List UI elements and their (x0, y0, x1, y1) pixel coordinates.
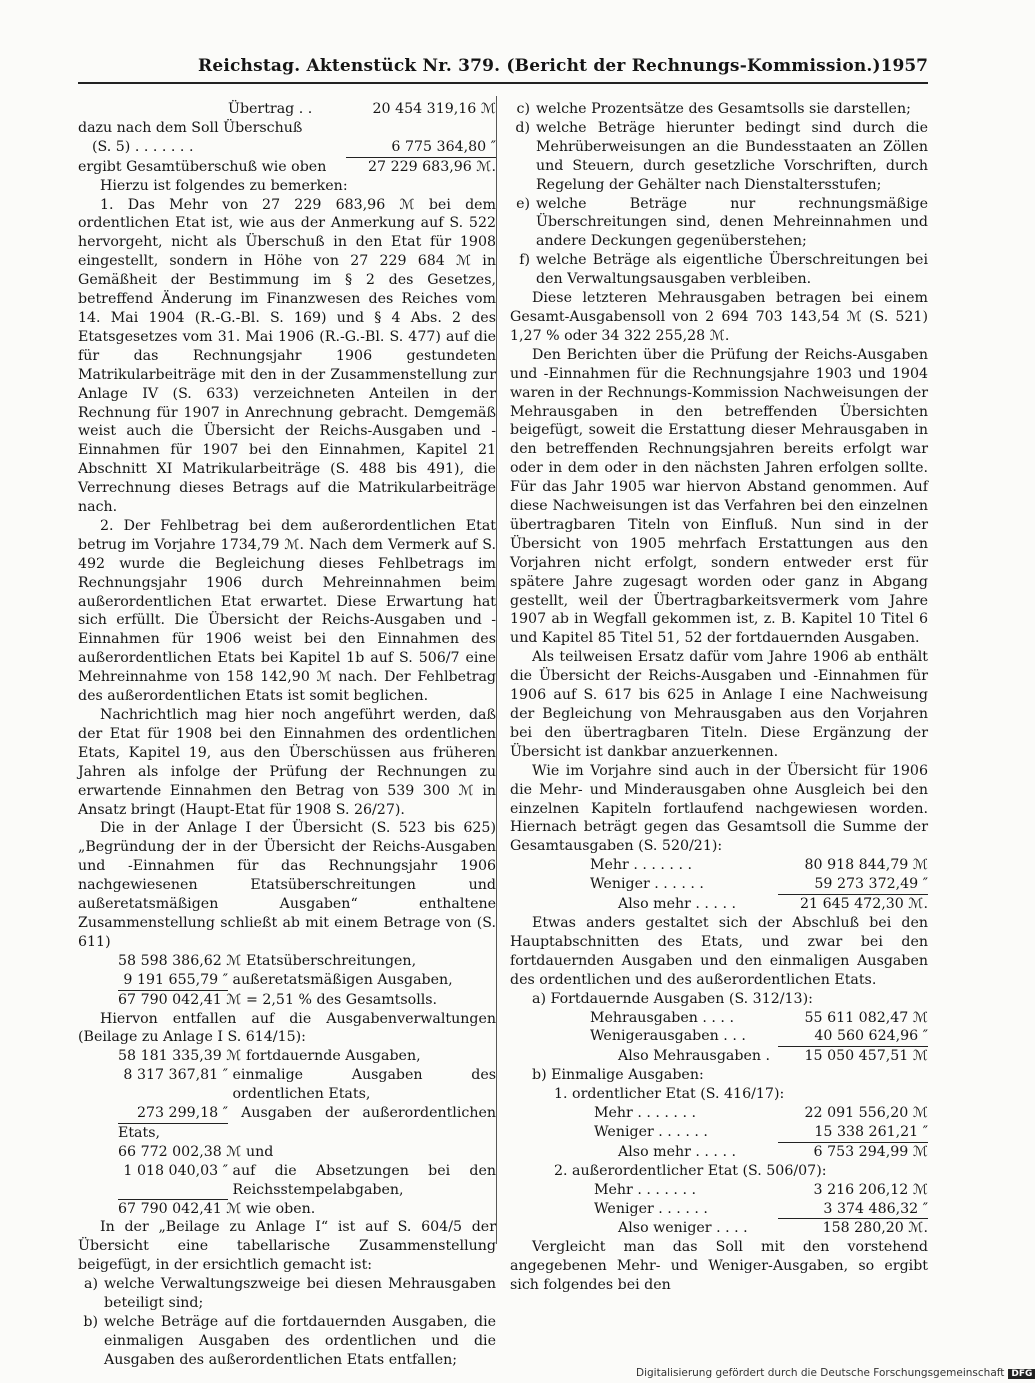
uebertrag-amount: 20 454 319,16 ℳ (372, 101, 496, 117)
dazu-label: dazu nach dem Soll Überschuß (78, 119, 303, 136)
paragraph-beilage: In der „Beilage zu Anlage I“ ist auf S. 604/5 der Übersicht eine tabellarische Zusammenstellung beigefügt, in der ersichtlich gemacht ist: (78, 1219, 496, 1274)
paragraph-letzteren: Diese letzteren Mehrausgaben betragen bei einem Gesamt-Ausgabensoll von 2 694 703 143,54 ℳ (S. 521) 1,27 % oder 34 322 255,28 ℳ. (510, 290, 928, 344)
sum-total-row: 67 790 042,41 ℳ wie oben. (118, 1200, 316, 1217)
list-item: c) welche Prozentsätze des Gesamtsolls sie darstellen; (516, 101, 911, 117)
ergibt-amount: 27 229 683,96 ℳ. (368, 158, 496, 175)
left-column (78, 100, 496, 1370)
paragraph-anlage-i: Die in der Anlage I der Übersicht (S. 523 bis 625) „Begründung der in der Übersicht der Reichs-Ausgaben und -Einnahmen für das Rechnungsjahr 1906 nachgewiesenen Etatsüberschreitungen und außeretatsmäßigen Ausgaben“ enthaltene Zusammenstellung schließt ab mit einem Betrage von (S. 611) (78, 820, 496, 950)
page-number: 1957 (880, 56, 928, 76)
uebertrag-row: Übertrag . . 20 454 319,16 ℳ (228, 101, 496, 117)
sum-table-2 (78, 1047, 496, 1218)
totals-row: Mehr . . . . . . . 80 918 844,79 ℳ (590, 857, 928, 874)
paragraph-1: 1. Das Mehr von 27 229 683,96 ℳ bei dem ordentlichen Etat ist, wie aus der Anmerkung auf S. 522 hervorgeht, nicht als Überschuß in den Etat für 1908 eingestellt, sondern in Höhe von 27 229 684 ℳ in Gemäßheit der Bestimmung im § 2 des Gesetzes, betreffend Änderung im Finanzwesen des Reiches vom 14. Mai 1904 (R.-G.-Bl. S. 169) und § 4 Abs. 2 des Etatsgesetzes vom 31. Mai 1906 (R.-G.-Bl. S. 477) auf die für das Rechnungsjahr 1906 gestundeten Matrikularbeiträge mit den in der Zusammenstellung zur Anlage IV (S. 633) verzeichneten Anteilen in der Rechnung für 1907 in Anrechnung gebracht. Demgemäß weist auch die Übersicht der Reichs-Ausgaben und -Einnahmen für 1907 bei den Einnahmen, Kapitel 21 Abschnitt XI Matrikularbeiträge (S. 488 bis 491), die Verrechnung dieses Betrags auf die Matrikularbeiträge nach. (78, 196, 496, 516)
sum-row: 58 181 335,39 ℳ fortdauernde Ausgaben, (118, 1048, 421, 1065)
list-item: b) welche Beträge auf die fortdauernden Ausgaben, die einmaligen Ausgaben des ordentlichen und die Ausgaben des außerordentlichen Etats entfallen; (83, 1314, 496, 1368)
sum-row: 8 317 367,81 ″ einmalige Ausgaben des ordentlichen Etats, (123, 1067, 496, 1103)
column-divider (496, 96, 497, 1244)
section-a-row: Wenigerausgaben . . . 40 560 624,96 ″ (590, 1027, 928, 1047)
totals-row: Weniger . . . . . . 59 273 372,49 ″ (590, 875, 928, 895)
section-b2-row: Mehr . . . . . . . 3 216 206,12 ℳ (594, 1181, 928, 1198)
paragraph-hierzu: Hierzu ist folgendes zu bemerken: (100, 177, 348, 194)
section-b2-title: 2. außerordentlicher Etat (S. 506/07): (554, 1162, 827, 1179)
sum-row: 273 299,18 ″ Ausgaben der außerordentlichen Etats, (118, 1105, 496, 1141)
sum-row: 1 018 040,03 ″ auf die Absetzungen bei den Reichsstempelabgaben, (78, 1162, 496, 1200)
list-item: a) welche Verwaltungszweige bei diesen Mehrausgaben beteiligt sind; (84, 1276, 496, 1312)
section-b (510, 1066, 928, 1238)
list-item: e) welche Beträge nur rechnungsmäßige Überschreitungen sind, denen Mehreinnahmen und andere Deckungen gegenüberstehen; (516, 195, 928, 250)
sum-row: 9 191 655,79 ″ außeretatsmäßigen Ausgaben, (78, 971, 496, 991)
totals-table (510, 856, 928, 914)
header-title: Reichstag. Aktenstück Nr. 379. (Bericht der Rechnungs-Kommission.) (198, 56, 881, 76)
section-b1-row: Weniger . . . . . . 15 338 261,21 ″ (594, 1123, 928, 1143)
list-item: f) welche Beträge als eigentliche Überschreitungen bei den Verwaltungsausgaben verbleiben. (519, 252, 928, 288)
sum-table-1 (78, 952, 496, 1010)
digitization-footer (636, 1367, 1035, 1379)
section-a-total: Also Mehrausgaben . 15 050 457,51 ℳ (618, 1048, 928, 1065)
footer-text: Digitalisierung gefördert durch die Deutsche Forschungsgemeinschaft (636, 1367, 1005, 1379)
header-rule (78, 82, 928, 84)
section-b2-total: Also weniger . . . . 158 280,20 ℳ. (618, 1220, 928, 1237)
paragraph-vergleicht: Vergleicht man das Soll mit den vorstehend angegebenen Mehr- und Weniger-Ausgaben, so ergibt sich folgendes bei den (510, 1239, 928, 1294)
sum-subtotal-row: 66 772 002,38 ℳ und (118, 1143, 274, 1160)
section-b1-title: 1. ordentlicher Etat (S. 416/17): (554, 1086, 785, 1103)
section-b1-total: Also mehr . . . . . 6 753 294,99 ℳ (618, 1143, 928, 1160)
dfg-logo: DFG (1008, 1369, 1035, 1379)
paragraph-nachrichtlich: Nachrichtlich mag hier noch angeführt werden, daß der Etat für 1908 bei den Einnahmen des ordentlichen Etats, Kapitel 19, aus den Überschüssen aus früheren Jahren als infolge der Prüfung der Rechnungen zu erwartende Einnahmen den Betrag von 539 300 ℳ in Ansatz bringt (Haupt-Etat für 1908 S. 26/27). (78, 707, 496, 818)
right-column (510, 100, 928, 1295)
section-a-title: a) Fortdauernde Ausgaben (S. 312/13): (532, 990, 813, 1007)
paragraph-ersatz: Als teilweisen Ersatz dafür vom Jahre 1906 ab enthält die Übersicht der Reichs-Ausgaben und -Einnahmen für 1906 auf S. 617 bis 625 in Anlage I eine Nachweisung der Begleichung von Mehrausgaben aus den Vorjahren bei den übertragbaren Titeln. Diese Ergänzung der Übersicht ist dankbar anzuerkennen. (510, 649, 928, 760)
section-b-title: b) Einmalige Ausgaben: (532, 1067, 704, 1084)
section-b2-row: Weniger . . . . . . 3 374 486,32 ″ (594, 1200, 928, 1220)
totals-total-row: Also mehr . . . . . 21 645 472,30 ℳ. (618, 896, 928, 913)
section-b1-row: Mehr . . . . . . . 22 091 556,20 ℳ (594, 1105, 928, 1122)
page-header (198, 56, 928, 80)
paragraph-hiervon: Hiervon entfallen auf die Ausgabenverwaltungen (Beilage zu Anlage I S. 614/15): (78, 1010, 496, 1046)
dazu-amount: 6 775 364,80 ″ (346, 138, 496, 158)
sum-total-row: 67 790 042,41 ℳ = 2,51 % des Gesamtsolls. (118, 991, 438, 1008)
list-item: d) welche Beträge hierunter bedingt sind durch die Mehrüberweisungen an die Bundesstaaten an Zöllen und Steuern, durch gesetzliche Vorschriften, durch Regelung der Gehälter nach Dienstaltersstufen; (515, 119, 928, 193)
section-a (510, 990, 928, 1067)
paragraph-2: 2. Der Fehlbetrag bei dem außerordentlichen Etat betrug im Vorjahre 1734,79 ℳ. Nach dem Vermerk auf S. 492 wurde die Begleichung dieses Fehlbetrags im Rechnungsjahr 1906 durch Mehreinnahmen beim außerordentlichen Etat erwartet. Diese Erwartung hat sich erfüllt. Die Übersicht der Reichs-Ausgaben und -Einnahmen für 1906 weist bei den Einnahmen des außerordentlichen Etats bei Kapitel 1b auf S. 506/7 eine Mehreinnahme von 158 142,90 ℳ nach. Der Fehlbetrag des außerordentlichen Etats ist somit beglichen. (78, 517, 496, 705)
paragraph-abschluss: Etwas anders gestaltet sich der Abschluß bei den Hauptabschnitten des Etats, und zwar bei den fortdauernden Ausgaben und den einmaligen Ausgaben des ordentlichen und des außerordentlichen Etats. (510, 914, 928, 988)
section-a-row: Mehrausgaben . . . . 55 611 082,47 ℳ (590, 1009, 928, 1026)
dazu-row: (S. 5) . . . . . . . 6 775 364,80 ″ (78, 138, 496, 158)
paragraph-vorjahre: Wie im Vorjahre sind auch in der Übersicht für 1906 die Mehr- und Minderausgaben ohne Ausgleich bei den einzelnen Kapiteln fortlaufend nachgewiesen worden. Hiernach beträgt gegen das Gesamtsoll die Summe der Gesamtausgaben (S. 520/21): (510, 762, 928, 855)
sum-row: 58 598 386,62 ℳ Etatsüberschreitungen, (118, 952, 417, 969)
ergibt-row: ergibt Gesamtüberschuß wie oben 27 229 683,96 ℳ. (78, 158, 496, 175)
paragraph-berichten: Den Berichten über die Prüfung der Reichs-Ausgaben und -Einnahmen für die Rechnungsjahre 1903 und 1904 waren in der Rechnungs-Kommission Nachweisungen der Mehrausgaben in den betreffenden Übersichten beigefügt, soweit die Erstattung dieser Mehrausgaben in den betreffenden Rechnungsjahren bereits erfolgt war oder in dem oder in den nächsten Jahren erfolgen sollte. Für das Jahr 1905 war hiervon Abstand genommen. Auf diese Nachweisungen ist das Verfahren bei den einzelnen übertragbaren Titeln von Einfluß. Nun sind in der Übersicht von 1905 mehrfach Erstattungen aus den Vorjahren nicht erfolgt, sondern entweder erst für spätere Jahre zugesagt worden oder ganz in Abgang gestellt, weil der Übertragbarkeitsvermerk vom Jahre 1907 ab in Wegfall gekommen ist, z. B. Kapitel 10 Titel 6 und Kapitel 85 Titel 51, 52 der fortdauernden Ausgaben. (510, 346, 928, 647)
